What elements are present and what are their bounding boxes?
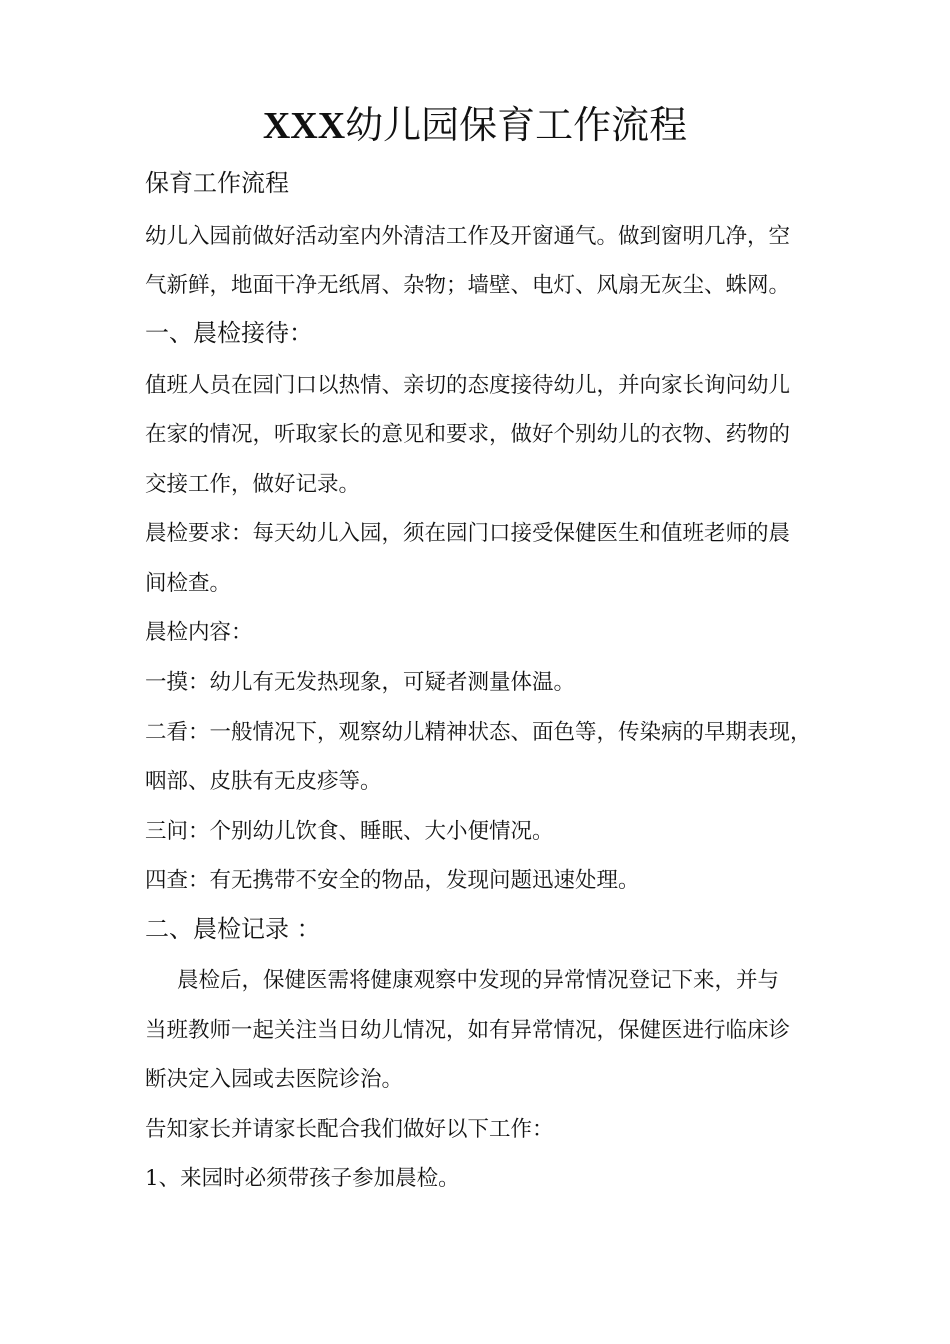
section-heading-care-workflow: 保育工作流程 xyxy=(145,169,289,197)
paragraph-line: 告知家长并请家长配合我们做好以下工作： xyxy=(145,1117,554,1142)
document-title xyxy=(0,98,950,153)
title-cjk: 幼儿园保育工作流程 xyxy=(345,103,688,147)
list-item: 一摸：幼儿有无发热现象，可疑者测量体温。 xyxy=(145,670,576,695)
paragraph-line: 断决定入园或去医院诊治。 xyxy=(145,1067,404,1092)
section-heading-morning-check-record: 二、晨检记录 ： xyxy=(145,915,321,943)
list-item: 二看：一般情况下，观察幼儿精神状态、面色等，传染病的早期表现， xyxy=(145,720,812,745)
paragraph-line: 值班人员在园门口以热情、亲切的态度接待幼儿，并向家长询问幼儿 xyxy=(145,373,791,398)
paragraph-line: 当班教师一起关注当日幼儿情况，如有异常情况，保健医进行临床诊 xyxy=(145,1018,791,1043)
title-latin: XXX xyxy=(262,105,346,147)
section-heading-morning-check-reception: 一、晨检接待： xyxy=(145,319,313,347)
list-item-continuation: 咽部、皮肤有无皮疹等。 xyxy=(145,769,382,794)
paragraph-line: 幼儿入园前做好活动室内外清洁工作及开窗通气。做到窗明几净，空 xyxy=(145,224,791,249)
paragraph-line: 间检查。 xyxy=(145,571,232,596)
paragraph-line: 在家的情况，听取家长的意见和要求，做好个别幼儿的衣物、药物的 xyxy=(145,422,791,447)
paragraph-line: 气新鲜，地面干净无纸屑、杂物；墙壁、电灯、风扇无灰尘、蛛网。 xyxy=(145,273,791,298)
paragraph-line: 晨检内容： xyxy=(145,620,253,645)
list-item: 四查：有无携带不安全的物品，发现问题迅速处理。 xyxy=(145,868,640,893)
list-item: 1、来园时必须带孩子参加晨检。 xyxy=(145,1166,460,1191)
paragraph-line: 晨检后，保健医需将健康观察中发现的异常情况登记下来，并与 xyxy=(177,968,780,993)
paragraph-line: 晨检要求：每天幼儿入园，须在园门口接受保健医生和值班老师的晨 xyxy=(145,521,791,546)
paragraph-line: 交接工作，做好记录。 xyxy=(145,472,361,497)
list-item: 三问：个别幼儿饮食、睡眠、大小便情况。 xyxy=(145,819,554,844)
